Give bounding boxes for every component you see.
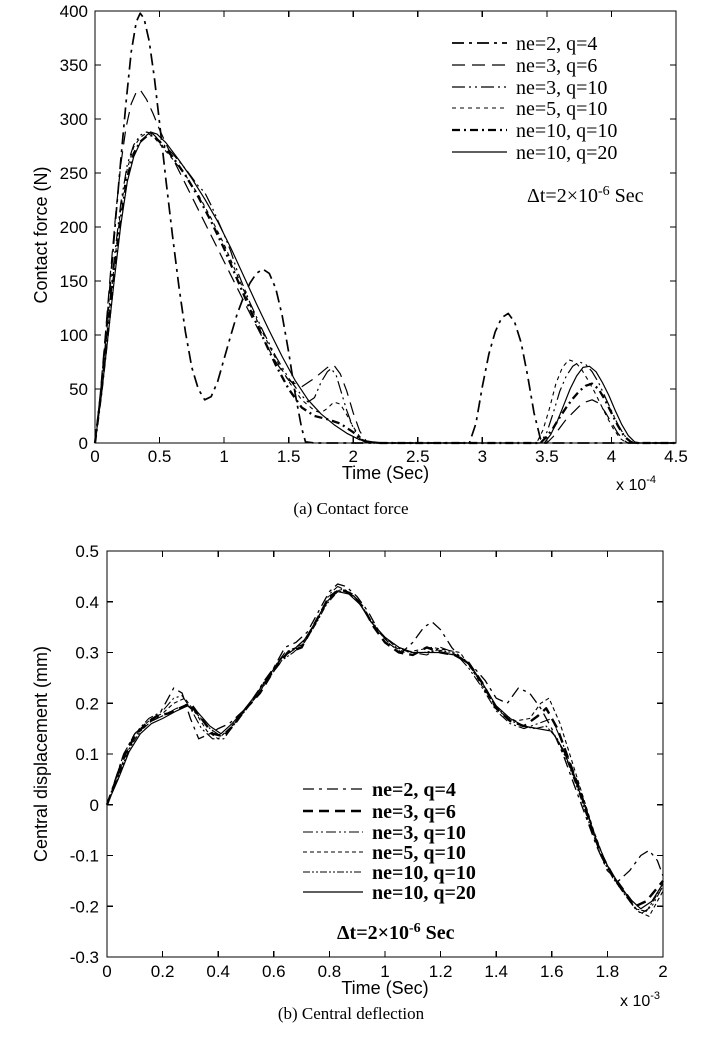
y-tick-label: 150 bbox=[59, 272, 88, 291]
y-tick-label: 100 bbox=[59, 326, 88, 345]
x-tick-label: 1.2 bbox=[428, 962, 453, 981]
x-tick-label: 1.8 bbox=[595, 962, 620, 981]
x-tick-label: 0.5 bbox=[147, 447, 172, 466]
legend-label: ne=3, q=6 bbox=[516, 55, 598, 77]
y-tick-label: 0.1 bbox=[75, 745, 99, 764]
x-tick-label: 2 bbox=[658, 962, 668, 981]
x-tick-label: 0.8 bbox=[317, 962, 342, 981]
legend-label: ne=2, q=4 bbox=[516, 33, 598, 55]
y-tick-label: 400 bbox=[59, 2, 88, 21]
x-tick-label: 1 bbox=[219, 447, 229, 466]
x-tick-label: 0 bbox=[90, 447, 100, 466]
y-tick-label: 0.4 bbox=[75, 592, 99, 612]
legend-label: ne=10, q=20 bbox=[372, 882, 476, 904]
y-tick-label: 0.5 bbox=[75, 542, 99, 561]
legend-label: ne=5, q=10 bbox=[372, 842, 466, 864]
x-tick-label: 1 bbox=[380, 962, 390, 981]
y-tick-label: 350 bbox=[59, 56, 88, 75]
legend-label: ne=3, q=6 bbox=[372, 801, 456, 823]
legend-label: ne=5, q=10 bbox=[516, 98, 608, 120]
x-tick-label: 4 bbox=[606, 447, 617, 466]
legend-label: ne=3, q=10 bbox=[516, 77, 608, 99]
y-tick-label: 200 bbox=[59, 218, 88, 237]
y-tick-label: 0 bbox=[89, 795, 99, 815]
legend bbox=[452, 33, 617, 164]
y-tick-label: 0.2 bbox=[75, 694, 99, 714]
legend-label: ne=2, q=4 bbox=[372, 779, 456, 801]
caption-b: (b) Central deflection bbox=[277, 1004, 425, 1023]
y-tick-label: -0.1 bbox=[69, 846, 99, 866]
x-tick-label: 3 bbox=[477, 447, 488, 466]
legend bbox=[303, 779, 476, 904]
y-tick-label: 0 bbox=[78, 434, 88, 453]
x-axis-label: Time (Sec) bbox=[341, 978, 429, 998]
x-scale-multiplier: x $10^{-4}$ bbox=[616, 474, 657, 494]
series-line-ne-5-q-10 bbox=[95, 133, 676, 443]
x-tick-label: 2.5 bbox=[405, 447, 430, 466]
timestep-annotation: $\Delta t=2\times 10^{-6}$ Sec bbox=[337, 921, 455, 944]
y-axis-label: Central displacement (mm) bbox=[31, 645, 51, 863]
series-line-ne-10-q-20 bbox=[95, 132, 676, 443]
x-scale-multiplier: x $10^{-3}$ bbox=[620, 990, 661, 1010]
x-tick-label: 1.4 bbox=[484, 962, 509, 981]
y-tick-label: 300 bbox=[59, 110, 88, 129]
y-tick-label: -0.3 bbox=[69, 948, 99, 967]
x-tick-label: 1.6 bbox=[539, 962, 564, 981]
series-line-ne-3-q-10 bbox=[95, 132, 676, 443]
y-tick-label: 0.3 bbox=[75, 643, 99, 663]
legend-label: ne=10, q=10 bbox=[372, 862, 476, 884]
caption-a: (a) Contact force bbox=[293, 499, 409, 518]
y-tick-label: -0.2 bbox=[69, 897, 99, 917]
y-tick-label: 50 bbox=[69, 380, 88, 399]
x-tick-label: 1.5 bbox=[276, 447, 301, 466]
timestep-annotation: $\Delta t=2\times 10^{-6}$ Sec bbox=[527, 184, 644, 207]
legend-label: ne=10, q=20 bbox=[516, 142, 618, 164]
x-tick-label: 0.4 bbox=[206, 962, 231, 981]
x-tick-label: 0 bbox=[102, 962, 112, 981]
legend-label: ne=10, q=10 bbox=[516, 120, 618, 142]
x-tick-label: 4.5 bbox=[664, 447, 688, 466]
y-axis-label: Contact force (N) bbox=[31, 166, 51, 304]
central-deflection-chart bbox=[0, 530, 702, 1037]
x-tick-label: 0.6 bbox=[261, 962, 286, 981]
series-line-ne-10-q-10 bbox=[95, 135, 676, 443]
legend-label: ne=3, q=10 bbox=[372, 822, 466, 844]
x-tick-label: 0.2 bbox=[150, 962, 175, 981]
x-axis-label: Time (Sec) bbox=[341, 463, 430, 483]
x-tick-label: 3.5 bbox=[535, 447, 559, 466]
x-tick-label: 2 bbox=[348, 447, 358, 466]
y-tick-label: 250 bbox=[59, 164, 88, 183]
